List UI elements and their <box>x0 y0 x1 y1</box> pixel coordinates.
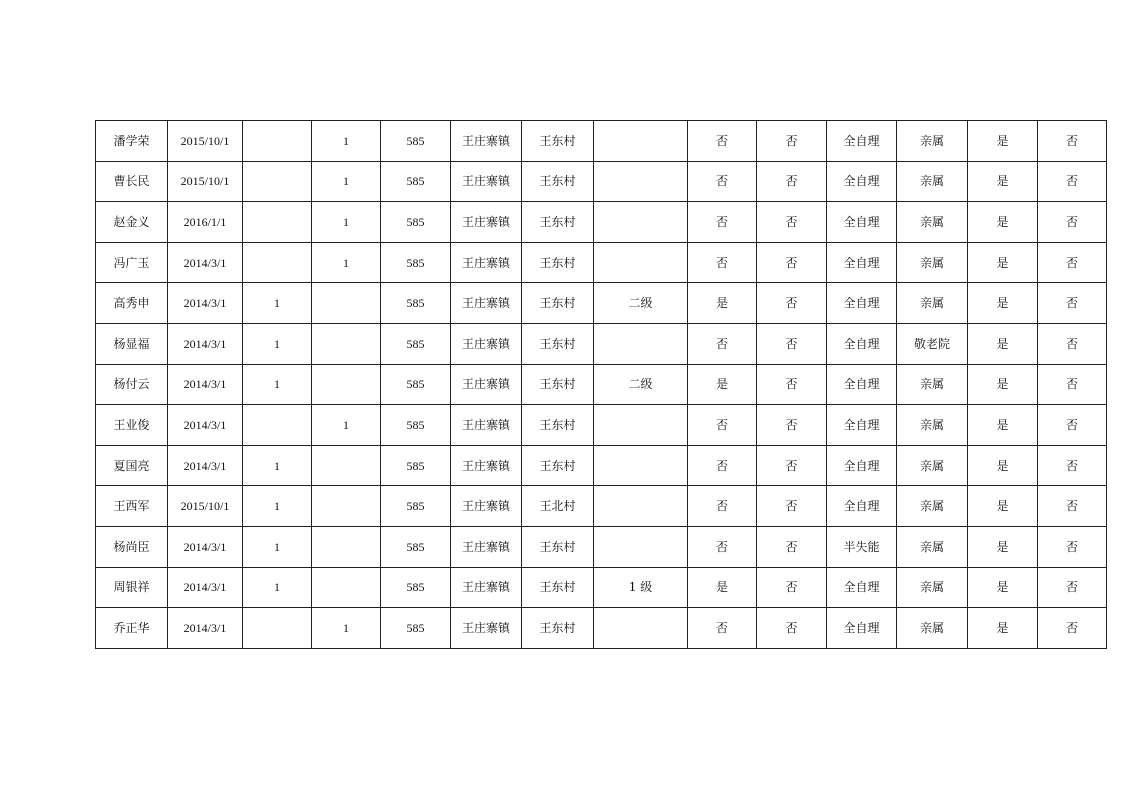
col13-cell: 是 <box>968 608 1038 649</box>
disability-level-cell <box>594 323 688 364</box>
col9-cell: 否 <box>688 486 757 527</box>
table-row <box>96 405 1107 446</box>
caregiver-cell: 敬老院 <box>897 323 968 364</box>
name-cell: 高秀申 <box>96 283 168 324</box>
col14-cell: 否 <box>1038 202 1107 243</box>
town-cell: 王庄寨镇 <box>451 608 522 649</box>
date-cell: 2014/3/1 <box>168 567 243 608</box>
table-row <box>96 445 1107 486</box>
caregiver-cell: 亲属 <box>897 242 968 283</box>
date-cell: 2015/10/1 <box>168 121 243 162</box>
col3-cell: 1 <box>243 323 312 364</box>
caregiver-cell: 亲属 <box>897 486 968 527</box>
table-row <box>96 161 1107 202</box>
amount-cell: 585 <box>381 567 451 608</box>
date-cell: 2016/1/1 <box>168 202 243 243</box>
disability-level-cell <box>594 121 688 162</box>
amount-cell: 585 <box>381 445 451 486</box>
col9-cell: 否 <box>688 445 757 486</box>
name-cell: 赵金义 <box>96 202 168 243</box>
col10-cell: 否 <box>757 364 827 405</box>
amount-cell: 585 <box>381 161 451 202</box>
amount-cell: 585 <box>381 364 451 405</box>
col4-cell <box>312 364 381 405</box>
town-cell: 王庄寨镇 <box>451 445 522 486</box>
col13-cell: 是 <box>968 161 1038 202</box>
village-cell: 王东村 <box>522 608 594 649</box>
table-row <box>96 202 1107 243</box>
date-cell: 2014/3/1 <box>168 364 243 405</box>
amount-cell: 585 <box>381 323 451 364</box>
col14-cell: 否 <box>1038 608 1107 649</box>
caregiver-cell: 亲属 <box>897 121 968 162</box>
col13-cell: 是 <box>968 526 1038 567</box>
village-cell: 王东村 <box>522 202 594 243</box>
amount-cell: 585 <box>381 121 451 162</box>
date-cell: 2015/10/1 <box>168 486 243 527</box>
name-cell: 潘学荣 <box>96 121 168 162</box>
col3-cell: 1 <box>243 283 312 324</box>
disability-level-cell <box>594 405 688 446</box>
name-cell: 王业俊 <box>96 405 168 446</box>
caregiver-cell: 亲属 <box>897 161 968 202</box>
col9-cell: 否 <box>688 202 757 243</box>
col3-cell: 1 <box>243 445 312 486</box>
village-cell: 王东村 <box>522 445 594 486</box>
col10-cell: 否 <box>757 323 827 364</box>
table-row <box>96 567 1107 608</box>
town-cell: 王庄寨镇 <box>451 283 522 324</box>
col3-cell <box>243 161 312 202</box>
col10-cell: 否 <box>757 445 827 486</box>
disability-level-cell <box>594 608 688 649</box>
col14-cell: 否 <box>1038 486 1107 527</box>
col4-cell: 1 <box>312 405 381 446</box>
village-cell: 王东村 <box>522 323 594 364</box>
caregiver-cell: 亲属 <box>897 283 968 324</box>
col10-cell: 否 <box>757 486 827 527</box>
col4-cell <box>312 486 381 527</box>
col14-cell: 否 <box>1038 323 1107 364</box>
caregiver-cell: 亲属 <box>897 405 968 446</box>
col13-cell: 是 <box>968 121 1038 162</box>
table-row <box>96 486 1107 527</box>
name-cell: 乔正华 <box>96 608 168 649</box>
date-cell: 2014/3/1 <box>168 405 243 446</box>
col10-cell: 否 <box>757 567 827 608</box>
disability-level-cell <box>594 202 688 243</box>
self-care-cell: 全自理 <box>827 121 897 162</box>
table-row <box>96 323 1107 364</box>
table-row <box>96 283 1107 324</box>
self-care-cell: 全自理 <box>827 242 897 283</box>
self-care-cell: 全自理 <box>827 445 897 486</box>
col4-cell: 1 <box>312 608 381 649</box>
town-cell: 王庄寨镇 <box>451 161 522 202</box>
disability-level-cell: 1 级 <box>594 567 688 608</box>
caregiver-cell: 亲属 <box>897 567 968 608</box>
col13-cell: 是 <box>968 567 1038 608</box>
col4-cell <box>312 567 381 608</box>
self-care-cell: 全自理 <box>827 364 897 405</box>
col4-cell <box>312 323 381 364</box>
col14-cell: 否 <box>1038 242 1107 283</box>
amount-cell: 585 <box>381 608 451 649</box>
name-cell: 周银祥 <box>96 567 168 608</box>
col13-cell: 是 <box>968 323 1038 364</box>
col4-cell: 1 <box>312 242 381 283</box>
col13-cell: 是 <box>968 405 1038 446</box>
table-row <box>96 121 1107 162</box>
date-cell: 2015/10/1 <box>168 161 243 202</box>
town-cell: 王庄寨镇 <box>451 526 522 567</box>
col10-cell: 否 <box>757 161 827 202</box>
self-care-cell: 全自理 <box>827 486 897 527</box>
col10-cell: 否 <box>757 608 827 649</box>
caregiver-cell: 亲属 <box>897 608 968 649</box>
col3-cell <box>243 202 312 243</box>
col4-cell <box>312 526 381 567</box>
caregiver-cell: 亲属 <box>897 445 968 486</box>
self-care-cell: 全自理 <box>827 202 897 243</box>
disability-level-cell <box>594 486 688 527</box>
date-cell: 2014/3/1 <box>168 445 243 486</box>
col9-cell: 否 <box>688 526 757 567</box>
col13-cell: 是 <box>968 486 1038 527</box>
town-cell: 王庄寨镇 <box>451 486 522 527</box>
self-care-cell: 全自理 <box>827 323 897 364</box>
col10-cell: 否 <box>757 202 827 243</box>
caregiver-cell: 亲属 <box>897 202 968 243</box>
village-cell: 王东村 <box>522 405 594 446</box>
col13-cell: 是 <box>968 242 1038 283</box>
table-row <box>96 526 1107 567</box>
col13-cell: 是 <box>968 364 1038 405</box>
caregiver-cell: 亲属 <box>897 364 968 405</box>
date-cell: 2014/3/1 <box>168 283 243 324</box>
disability-level-cell: 二级 <box>594 364 688 405</box>
disability-level-cell <box>594 161 688 202</box>
amount-cell: 585 <box>381 526 451 567</box>
table-row <box>96 608 1107 649</box>
date-cell: 2014/3/1 <box>168 526 243 567</box>
col3-cell: 1 <box>243 364 312 405</box>
col3-cell <box>243 608 312 649</box>
col4-cell <box>312 283 381 324</box>
col3-cell: 1 <box>243 567 312 608</box>
name-cell: 曹长民 <box>96 161 168 202</box>
town-cell: 王庄寨镇 <box>451 323 522 364</box>
table-row <box>96 364 1107 405</box>
col9-cell: 是 <box>688 283 757 324</box>
col14-cell: 否 <box>1038 405 1107 446</box>
col3-cell <box>243 405 312 446</box>
col9-cell: 否 <box>688 121 757 162</box>
town-cell: 王庄寨镇 <box>451 405 522 446</box>
self-care-cell: 全自理 <box>827 161 897 202</box>
name-cell: 杨显福 <box>96 323 168 364</box>
disability-level-cell <box>594 242 688 283</box>
date-cell: 2014/3/1 <box>168 242 243 283</box>
caregiver-cell: 亲属 <box>897 526 968 567</box>
village-cell: 王北村 <box>522 486 594 527</box>
town-cell: 王庄寨镇 <box>451 242 522 283</box>
village-cell: 王东村 <box>522 567 594 608</box>
col13-cell: 是 <box>968 445 1038 486</box>
col14-cell: 否 <box>1038 445 1107 486</box>
village-cell: 王东村 <box>522 364 594 405</box>
col4-cell: 1 <box>312 121 381 162</box>
self-care-cell: 全自理 <box>827 608 897 649</box>
col9-cell: 否 <box>688 242 757 283</box>
col14-cell: 否 <box>1038 567 1107 608</box>
col10-cell: 否 <box>757 121 827 162</box>
col14-cell: 否 <box>1038 364 1107 405</box>
col4-cell: 1 <box>312 161 381 202</box>
col14-cell: 否 <box>1038 161 1107 202</box>
disability-level-cell: 二级 <box>594 283 688 324</box>
name-cell: 王西军 <box>96 486 168 527</box>
roster-table <box>95 120 1107 649</box>
col9-cell: 否 <box>688 608 757 649</box>
col3-cell: 1 <box>243 526 312 567</box>
disability-level-cell <box>594 445 688 486</box>
amount-cell: 585 <box>381 202 451 243</box>
name-cell: 冯广玉 <box>96 242 168 283</box>
village-cell: 王东村 <box>522 161 594 202</box>
col9-cell: 是 <box>688 567 757 608</box>
town-cell: 王庄寨镇 <box>451 202 522 243</box>
amount-cell: 585 <box>381 486 451 527</box>
self-care-cell: 全自理 <box>827 567 897 608</box>
amount-cell: 585 <box>381 405 451 446</box>
table-row <box>96 242 1107 283</box>
col10-cell: 否 <box>757 242 827 283</box>
village-cell: 王东村 <box>522 242 594 283</box>
amount-cell: 585 <box>381 283 451 324</box>
name-cell: 夏国亮 <box>96 445 168 486</box>
name-cell: 杨尚臣 <box>96 526 168 567</box>
date-cell: 2014/3/1 <box>168 323 243 364</box>
col9-cell: 否 <box>688 405 757 446</box>
col3-cell <box>243 121 312 162</box>
self-care-cell: 半失能 <box>827 526 897 567</box>
col10-cell: 否 <box>757 405 827 446</box>
village-cell: 王东村 <box>522 121 594 162</box>
date-cell: 2014/3/1 <box>168 608 243 649</box>
town-cell: 王庄寨镇 <box>451 364 522 405</box>
village-cell: 王东村 <box>522 526 594 567</box>
col10-cell: 否 <box>757 283 827 324</box>
col3-cell <box>243 242 312 283</box>
self-care-cell: 全自理 <box>827 405 897 446</box>
col14-cell: 否 <box>1038 526 1107 567</box>
col9-cell: 否 <box>688 323 757 364</box>
col10-cell: 否 <box>757 526 827 567</box>
col14-cell: 否 <box>1038 283 1107 324</box>
col13-cell: 是 <box>968 202 1038 243</box>
town-cell: 王庄寨镇 <box>451 567 522 608</box>
col14-cell: 否 <box>1038 121 1107 162</box>
col4-cell <box>312 445 381 486</box>
village-cell: 王东村 <box>522 283 594 324</box>
col13-cell: 是 <box>968 283 1038 324</box>
col4-cell: 1 <box>312 202 381 243</box>
town-cell: 王庄寨镇 <box>451 121 522 162</box>
disability-level-cell <box>594 526 688 567</box>
col9-cell: 是 <box>688 364 757 405</box>
self-care-cell: 全自理 <box>827 283 897 324</box>
roster-table-body <box>96 121 1107 649</box>
name-cell: 杨付云 <box>96 364 168 405</box>
col3-cell: 1 <box>243 486 312 527</box>
col9-cell: 否 <box>688 161 757 202</box>
amount-cell: 585 <box>381 242 451 283</box>
